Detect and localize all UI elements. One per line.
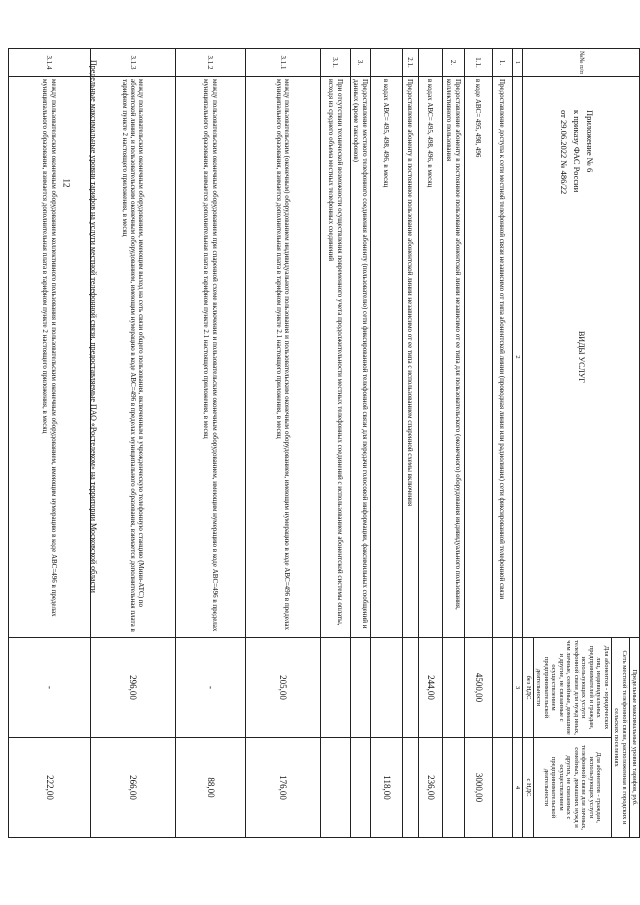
row-value-novat: 244,00 xyxy=(418,638,442,738)
table-row xyxy=(464,49,492,838)
row-service: между пользовательским оконечным оборудованием, имеющим выход на сеть связи общего пользования, включенным в учрежденческую телефонную станцию (Мини-АТС) по абонентской линии, и пользовательским оконечным оборудованием, имеющим нумерацию в коде АВС=496 в пределах муниципального образования, взимается дополнительная плата в тарифном пункте 2 настоящего приложения, в месяц xyxy=(90,77,175,638)
table-row xyxy=(418,49,442,838)
row-value-vat: 88,00 xyxy=(175,738,245,838)
table-row xyxy=(90,49,175,838)
row-service: в коде АВС= 495, 498, 496 xyxy=(464,77,492,638)
row-value-vat: 3000,00 xyxy=(464,738,492,838)
row-value-novat xyxy=(442,638,464,738)
row-value-novat xyxy=(320,638,350,738)
table-row xyxy=(442,49,464,838)
row-value-vat: 176,00 xyxy=(245,738,320,838)
row-number: 3.1.4 xyxy=(8,49,90,77)
col-header-novat: без НДС xyxy=(523,638,533,738)
row-service: Предоставление доступа к сети местной телефонной связи независимо от типа абонентской линии (проводная линия или радиолиния) сети фиксированной телефонной связи xyxy=(492,77,512,638)
col-header-network: Сеть местной телефонной связи, расположенная в городских и сельских поселениях xyxy=(611,638,629,838)
row-number: 1.1. xyxy=(464,49,492,77)
annex-line-1: Приложение № 6 xyxy=(585,110,595,173)
row-value-novat xyxy=(492,638,512,738)
tariff-table xyxy=(8,48,640,838)
row-number xyxy=(418,49,442,77)
row-value-novat xyxy=(350,638,370,738)
row-value-novat xyxy=(402,638,418,738)
col-header-num: №№ п/п xyxy=(523,49,640,77)
table-body xyxy=(8,49,512,838)
table-row xyxy=(492,49,512,838)
row-service: в кодах АВС= 495, 498, 496, в месяц xyxy=(418,77,442,638)
table-row xyxy=(320,49,350,838)
col-header-services: ВИДЫ УСЛУГ xyxy=(523,77,640,638)
col-index-1: 1 xyxy=(512,49,522,77)
row-value-vat: 236,00 xyxy=(418,738,442,838)
row-value-vat: 222,00 xyxy=(8,738,90,838)
row-service: Предоставление местного телефонного соединения абоненту (пользователю) сети фиксированной телефонной связи для передачи голосовой информации, факсимильных сообщений и данных (кроме таксофонов) xyxy=(350,77,370,638)
row-value-vat xyxy=(350,738,370,838)
row-number: 1. xyxy=(492,49,512,77)
row-service: При отсутствии технической возможности осуществления повременного учета продолжительности местных телефонных соединений с использованием абонентской системы оплаты, исходя из среднего объема местных телефонных соединений xyxy=(320,77,350,638)
row-value-vat: 118,00 xyxy=(370,738,402,838)
table-row xyxy=(175,49,245,838)
col-header-vat: с НДС xyxy=(523,738,533,838)
table-row xyxy=(245,49,320,838)
row-service: Предоставление абоненту в постоянное пользование абонентской линии независимо от ее типа для пользовательского (оконечного) оборудования индивидуального пользования, коллективного пользования xyxy=(442,77,464,638)
document-title: Предельные максимальные уровни тарифов на услуги местной телефонной связи, предоставляемые ПАО «Ростелеком» на территории Московской области xyxy=(89,60,98,593)
row-number: 2.1. xyxy=(402,49,418,77)
table-row xyxy=(350,49,370,838)
annex-line-2: к приказу ФАС России xyxy=(572,110,582,193)
row-value-novat: - xyxy=(175,638,245,738)
row-value-novat: 4500,00 xyxy=(464,638,492,738)
row-value-novat xyxy=(370,638,402,738)
row-number xyxy=(370,49,402,77)
row-service: Предоставление абоненту в постоянное пользование абонентской линии независимо от ее типа с использованием спаренной схемы включения xyxy=(402,77,418,638)
row-value-novat: - xyxy=(8,638,90,738)
row-number: 3.1.3 xyxy=(90,49,175,77)
row-value-vat xyxy=(320,738,350,838)
page-number: 12 xyxy=(61,178,72,188)
col-index-3: 3 xyxy=(512,638,522,738)
row-service: между пользовательским (оконечным) оборудованием индивидуального пользования и пользовательским оконечным оборудованием, имеющим нумерацию в коде АВС=496 в пределах муниципального образования, взимается дополнительная плата в тарифном пункте 2.1 настоящего приложения, в месяц xyxy=(245,77,320,638)
row-value-vat xyxy=(442,738,464,838)
row-number: 2. xyxy=(442,49,464,77)
row-number: 3.1.1 xyxy=(245,49,320,77)
row-service: между пользовательским оконечным оборудованием коллективного пользования и пользовательским оконечным оборудованием, имеющим нумерацию в коде АВС=496 в пределах муниципального образования, взимается дополнительная плата в тарифном пункте 2 настоящего приложения, в месяц xyxy=(8,77,90,638)
col-index-2: 2 xyxy=(512,77,522,638)
row-value-vat: 266,00 xyxy=(90,738,175,838)
row-service: между пользовательским оконечным оборудованием при спаренной схеме включения и пользовательским оконечным оборудованием, имеющим нумерацию в коде АВС=496 в пределах муниципального образования, взимается дополнительная плата в тарифном пункте 2.1 настоящего приложения, в месяц xyxy=(175,77,245,638)
row-value-vat xyxy=(402,738,418,838)
col-header-legal: Для абонентов - юридических лиц, индивидуальных предпринимателей и граждан, использующих услуги телефонной связи для нужд иных, чем личные, семейные, домашние и другие, не связанные с осуществлением предпринимательской деятельности xyxy=(533,638,611,738)
row-number: 3.1.2 xyxy=(175,49,245,77)
table-row xyxy=(8,49,90,838)
annex-line-3: от 29.06.2022 № 486/22 xyxy=(559,110,569,195)
table-row xyxy=(402,49,418,838)
row-value-vat xyxy=(492,738,512,838)
row-value-novat: 205,00 xyxy=(245,638,320,738)
table-row xyxy=(370,49,402,838)
row-number: 3.1. xyxy=(320,49,350,77)
col-header-citizens: Для абонентов - граждан, использующих услуги телефонной связи для личных, семейных, домашних нужд и других, не связанных с осуществлением предпринимательской деятельности xyxy=(533,738,611,838)
row-number: 3. xyxy=(350,49,370,77)
col-index-4: 4 xyxy=(512,738,522,838)
col-header-levels: Предельные максимальные уровни тарифов, руб. xyxy=(629,638,639,838)
row-value-novat: 296,00 xyxy=(90,638,175,738)
row-service: в кодах АВС= 495, 498, 496, в месяц xyxy=(370,77,402,638)
